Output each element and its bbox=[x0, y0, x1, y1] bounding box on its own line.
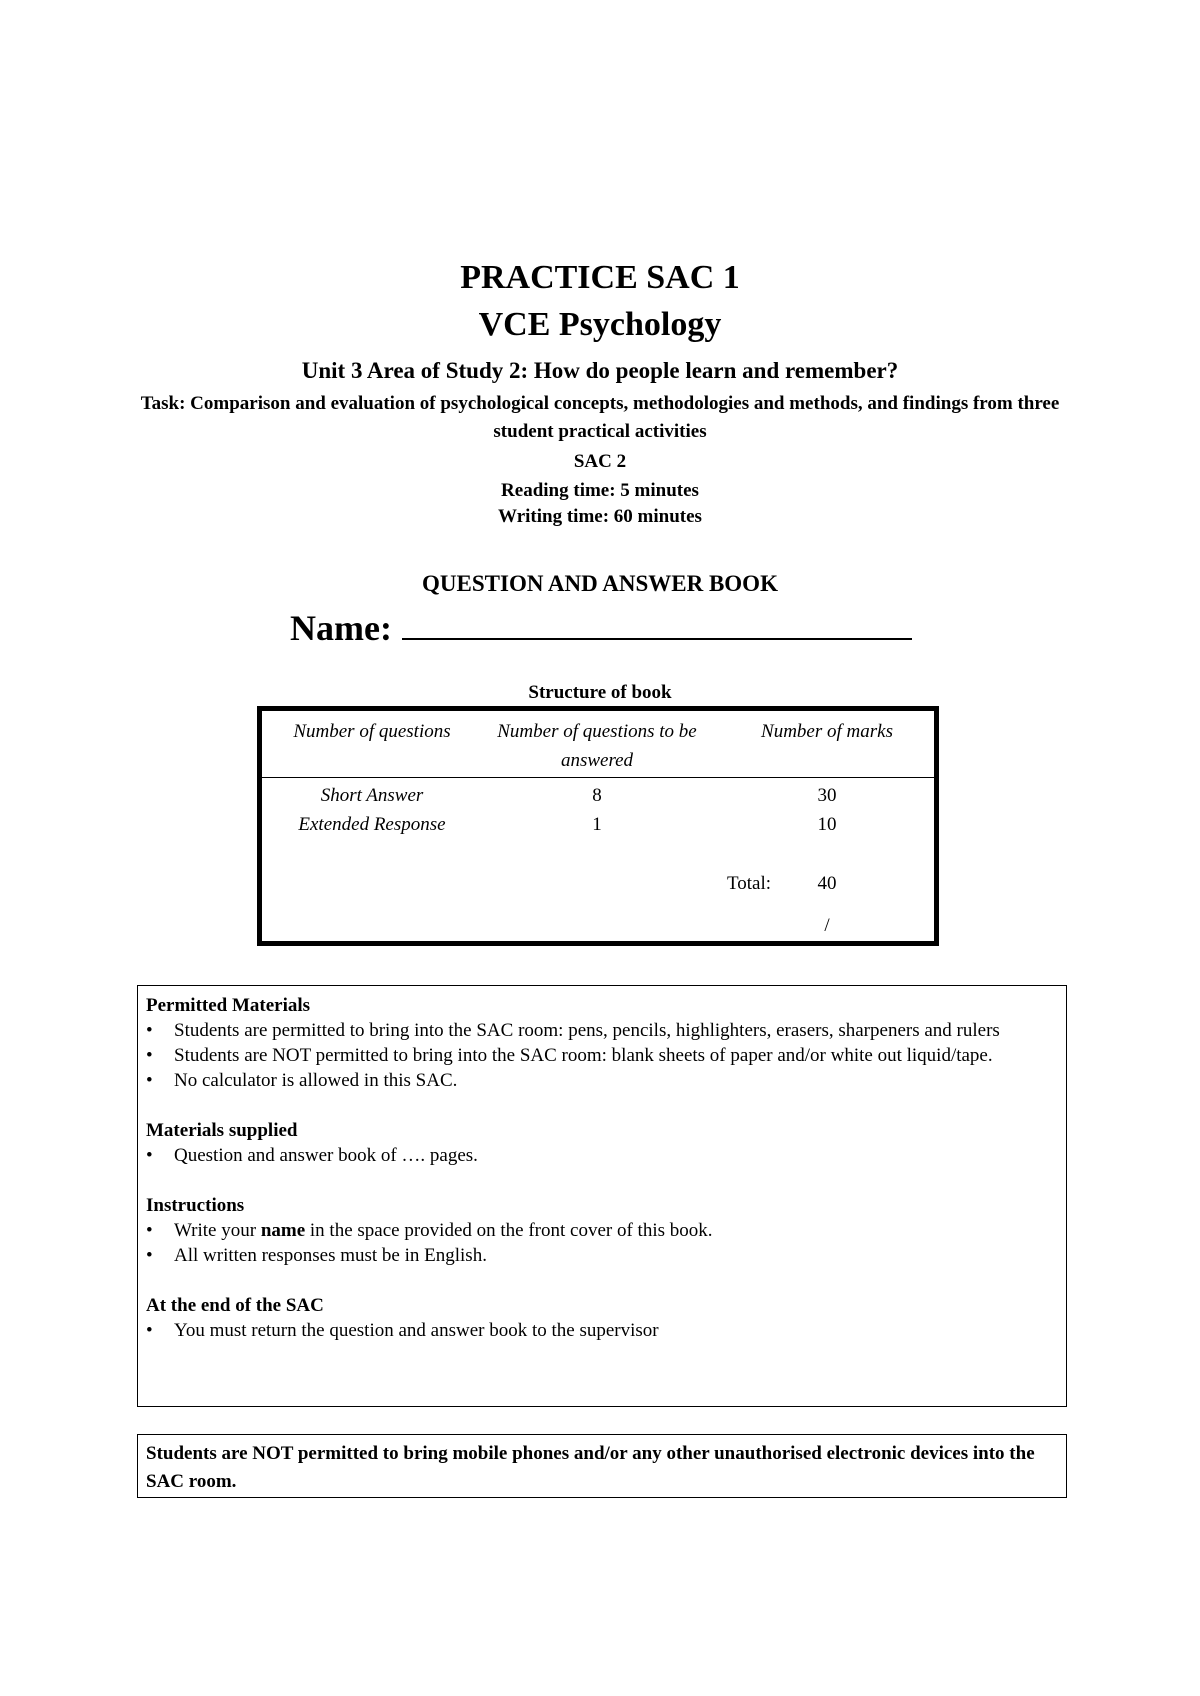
header-number-of-questions: Number of questions bbox=[293, 721, 451, 742]
instructions-heading: Instructions bbox=[146, 1195, 245, 1216]
row-to-answer: 8 bbox=[592, 785, 602, 806]
materials-supplied-heading: Materials supplied bbox=[146, 1120, 298, 1141]
bullet-icon: • bbox=[146, 1045, 153, 1066]
list-item-text: All written responses must be in English. bbox=[174, 1245, 487, 1266]
header-divider bbox=[262, 777, 934, 778]
list-item bbox=[146, 1218, 1058, 1243]
end-of-sac-heading: At the end of the SAC bbox=[146, 1295, 324, 1316]
row-type: Short Answer bbox=[320, 785, 424, 806]
bullet-icon: • bbox=[146, 1220, 153, 1241]
header-number-of-marks: Number of marks bbox=[761, 721, 893, 742]
writing-time: Writing time: 60 minutes bbox=[498, 506, 702, 527]
bullet-icon: • bbox=[146, 1020, 153, 1041]
bullet-icon: • bbox=[146, 1070, 153, 1091]
list-item bbox=[146, 1243, 1058, 1268]
document-title: PRACTICE SAC 1 bbox=[460, 259, 740, 296]
task-description: Task: Comparison and evaluation of psychological concepts, methodologies and methods, and findings from three student practical activities bbox=[140, 393, 1060, 442]
total-value: 40 bbox=[817, 873, 837, 894]
sac-label: SAC 2 bbox=[573, 451, 627, 472]
end-of-sac-list bbox=[146, 1318, 1058, 1343]
list-item bbox=[146, 1043, 1058, 1068]
mobile-phone-warning: Students are NOT permitted to bring mobile phones and/or any other unauthorised electronic devices into the SAC room. bbox=[137, 1434, 1067, 1498]
row-type: Extended Response bbox=[298, 814, 446, 835]
list-item bbox=[146, 1318, 1058, 1343]
reading-time: Reading time: 5 minutes bbox=[501, 480, 699, 501]
total-label: Total: bbox=[727, 873, 772, 894]
row-marks: 30 bbox=[817, 785, 837, 806]
list-item-text: You must return the question and answer book to the supervisor bbox=[174, 1320, 659, 1341]
unit-heading: Unit 3 Area of Study 2: How do people learn and remember? bbox=[301, 358, 899, 383]
list-item-text: Students are NOT permitted to bring into the SAC room: blank sheets of paper and/or white out liquid/tape. bbox=[174, 1045, 993, 1066]
list-item-text: Question and answer book of …. pages. bbox=[174, 1145, 478, 1166]
permitted-materials-heading: Permitted Materials bbox=[146, 995, 311, 1016]
name-blank-line[interactable] bbox=[402, 602, 912, 640]
list-item-text: Students are permitted to bring into the SAC room: pens, pencils, highlighters, erasers, sharpeners and rulers bbox=[174, 1020, 1000, 1041]
bullet-icon: • bbox=[146, 1320, 153, 1341]
list-item bbox=[146, 1068, 1058, 1093]
instruction-bold-name: name bbox=[260, 1220, 306, 1241]
instructions-box bbox=[137, 985, 1067, 1407]
permitted-materials-list bbox=[146, 1018, 1058, 1093]
structure-table bbox=[257, 706, 939, 946]
row-marks: 10 bbox=[817, 814, 837, 835]
bullet-icon: • bbox=[146, 1245, 153, 1266]
header-questions-to-answer: Number of questions to be answered bbox=[497, 721, 697, 771]
structure-title: Structure of book bbox=[528, 682, 672, 703]
name-label: Name: bbox=[290, 608, 392, 648]
list-item-text: No calculator is allowed in this SAC. bbox=[174, 1070, 458, 1091]
instruction-text-after: in the space provided on the front cover of this book. bbox=[305, 1220, 713, 1241]
book-title: QUESTION AND ANSWER BOOK bbox=[422, 571, 778, 596]
list-item bbox=[146, 1143, 1058, 1168]
row-to-answer: 1 bbox=[592, 814, 602, 835]
instruction-text-before: Write your bbox=[174, 1220, 261, 1241]
subject-title: VCE Psychology bbox=[478, 306, 722, 343]
instructions-list bbox=[146, 1218, 1058, 1268]
list-item bbox=[146, 1018, 1058, 1043]
bullet-icon: • bbox=[146, 1145, 153, 1166]
name-field bbox=[290, 602, 912, 651]
score-slash: / bbox=[824, 915, 830, 936]
materials-supplied-list bbox=[146, 1143, 1058, 1168]
